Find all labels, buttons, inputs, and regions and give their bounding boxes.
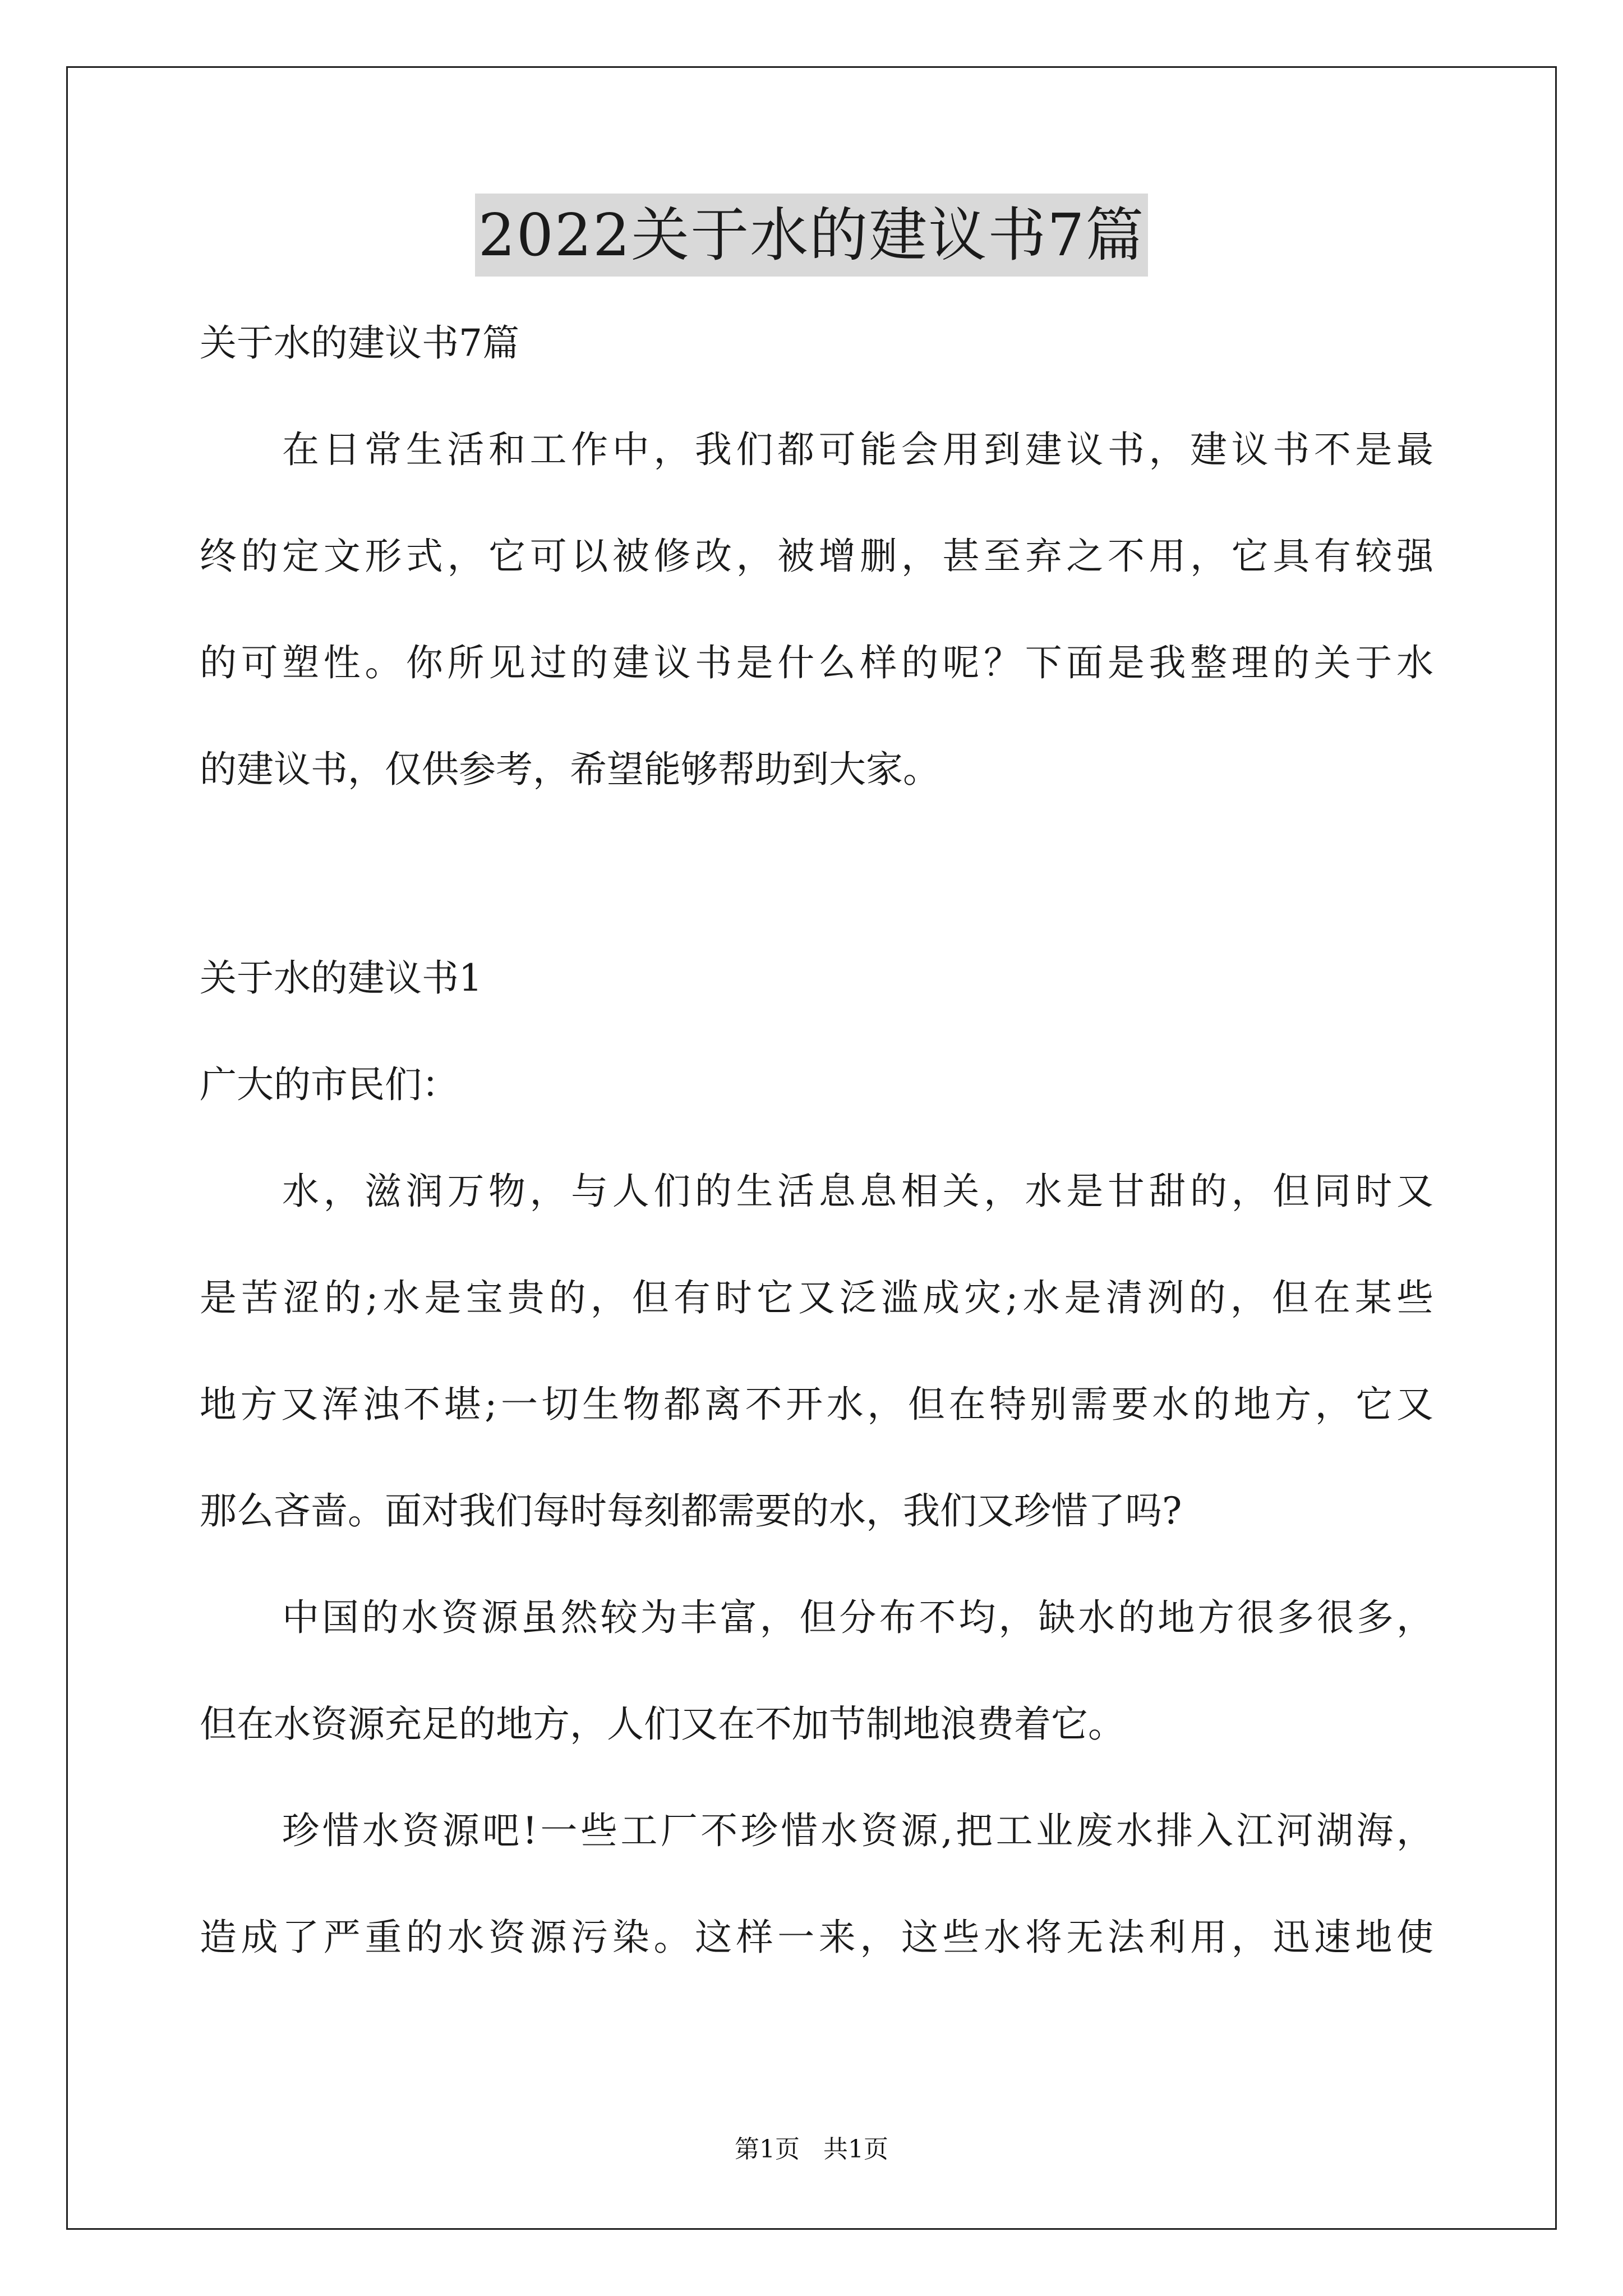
- paragraph-line: 造成了严重的水资源污染。这样一来，这些水将无法利用，迅速地使: [200, 1916, 1433, 1959]
- paragraph-line: 中国的水资源虽然较为丰富，但分布不均，缺水的地方很多很多，: [282, 1596, 1433, 1639]
- paragraph-line: 地方又浑浊不堪;一切生物都离不开水，但在特别需要水的地方，它又: [200, 1383, 1433, 1426]
- page-footer: [0, 2129, 1623, 2165]
- title-container: [0, 194, 1623, 277]
- section-heading-1: 关于水的建议书1: [200, 956, 482, 1000]
- paragraph-line: 那么吝啬。面对我们每时每刻都需要的水，我们又珍惜了吗?: [200, 1489, 1182, 1533]
- document-title: 2022关于水的建议书7篇: [475, 194, 1149, 277]
- salutation: 广大的市民们：: [200, 1063, 459, 1106]
- paragraph-line: 的建议书，仅供参考，希望能够帮助到大家。: [200, 748, 940, 791]
- paragraph-line: 是苦涩的;水是宝贵的，但有时它又泛滥成灾;水是清洌的，但在某些: [200, 1276, 1433, 1319]
- paragraph-line: 珍惜水资源吧!一些工厂不珍惜水资源,把工业废水排入江河湖海，: [282, 1809, 1433, 1852]
- page-number-current: 第1页: [735, 2135, 800, 2164]
- paragraph-line: 在日常生活和工作中，我们都可能会用到建议书，建议书不是最: [282, 428, 1433, 471]
- page-border: [66, 66, 1557, 2230]
- paragraph-line: 终的定文形式，它可以被修改，被增删，甚至弃之不用，它具有较强: [200, 535, 1433, 578]
- paragraph-line: 水，滋润万物，与人们的生活息息相关，水是甘甜的，但同时又: [282, 1170, 1433, 1213]
- paragraph-line: 的可塑性。你所见过的建议书是什么样的呢？下面是我整理的关于水: [200, 641, 1433, 684]
- paragraph-line: 但在水资源充足的地方，人们又在不加节制地浪费着它。: [200, 1703, 1125, 1746]
- section-heading-intro: 关于水的建议书7篇: [200, 321, 519, 365]
- page-number-total: 共1页: [823, 2135, 888, 2164]
